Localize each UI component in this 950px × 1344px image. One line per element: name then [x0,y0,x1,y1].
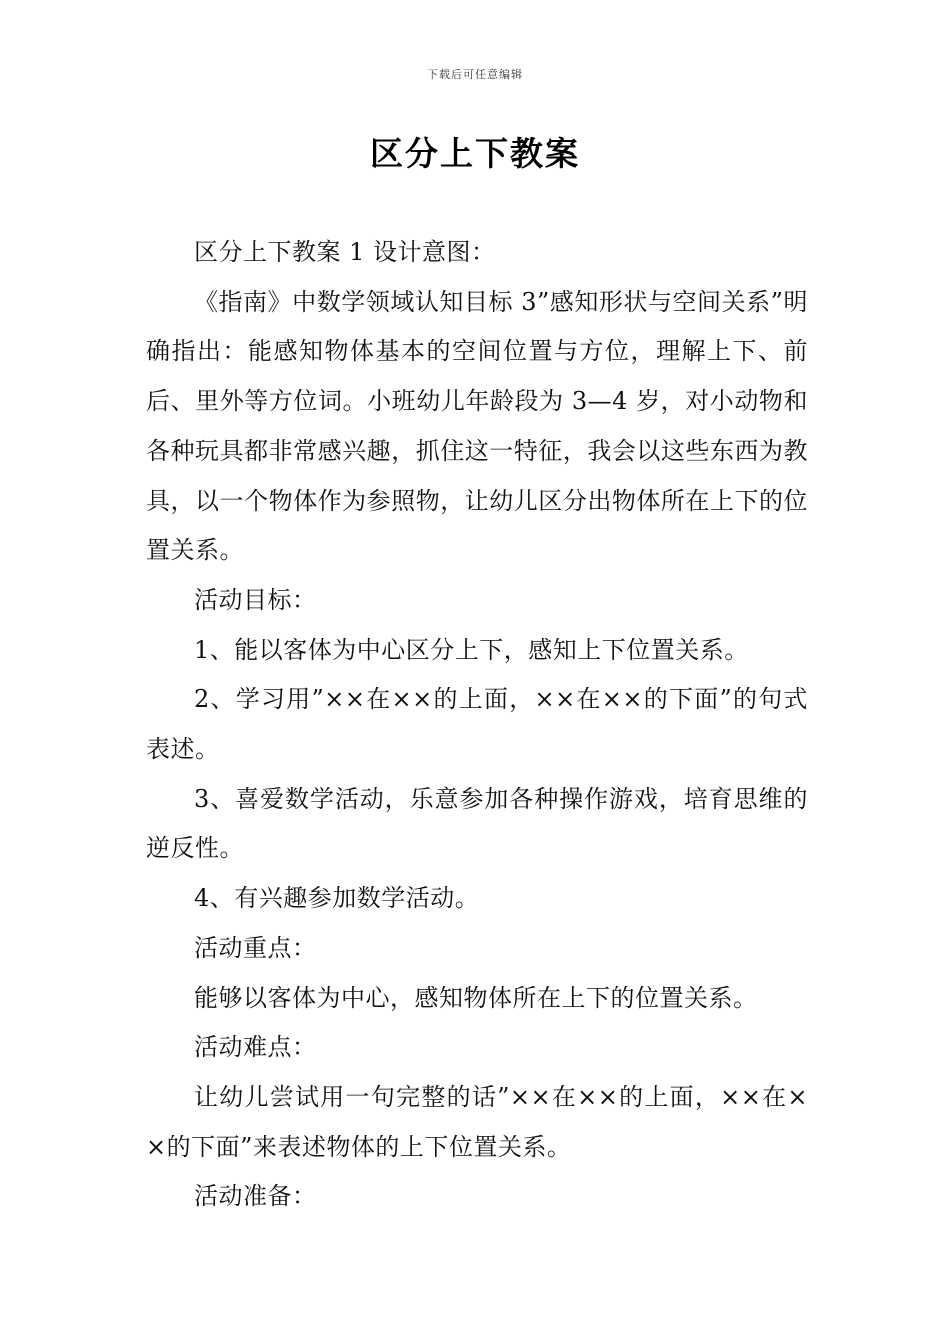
paragraph-design-intent: 《指南》中数学领域认知目标 3”感知形状与空间关系”明确指出：能感知物体基本的空间位置与方位，理解上下、前后、里外等方位词。小班幼儿年龄段为 3—4 岁，对小动物和各种玩具都非常感兴趣，抓住这一特征，我会以这些东西为教具，以一个物体作为参照物，让幼儿区分出物体所在上下的位置关系。 [146,287,808,565]
header-note: 下载后可任意编辑 [427,68,523,81]
document-body [146,228,808,1222]
document-title: 区分上下教案 [370,134,580,173]
paragraph-goal-3: 3、喜爱数学活动，乐意参加各种操作游戏，培育思维的逆反性。 [146,784,808,863]
paragraph-focus: 能够以客体为中心，感知物体所在上下的位置关系。 [194,983,758,1012]
paragraph-difficulty-heading: 活动难点： [194,1033,317,1062]
paragraph-preparation-heading: 活动准备： [194,1182,317,1211]
paragraph-difficulty: 让幼儿尝试用一句完整的话”××在××的上面，××在××的下面”来表述物体的上下位置关系。 [146,1082,808,1161]
paragraph-goals-heading: 活动目标： [194,585,317,614]
paragraph-design-intent-heading: 区分上下教案 1 设计意图： [194,238,496,266]
paragraph-goal-1: 1、能以客体为中心区分上下，感知上下位置关系。 [194,635,749,664]
paragraph-focus-heading: 活动重点： [194,933,317,962]
paragraph-goal-4: 4、有兴趣参加数学活动。 [194,884,480,913]
paragraph-goal-2: 2、学习用”××在××的上面，××在××的下面”的句式表述。 [146,685,808,764]
